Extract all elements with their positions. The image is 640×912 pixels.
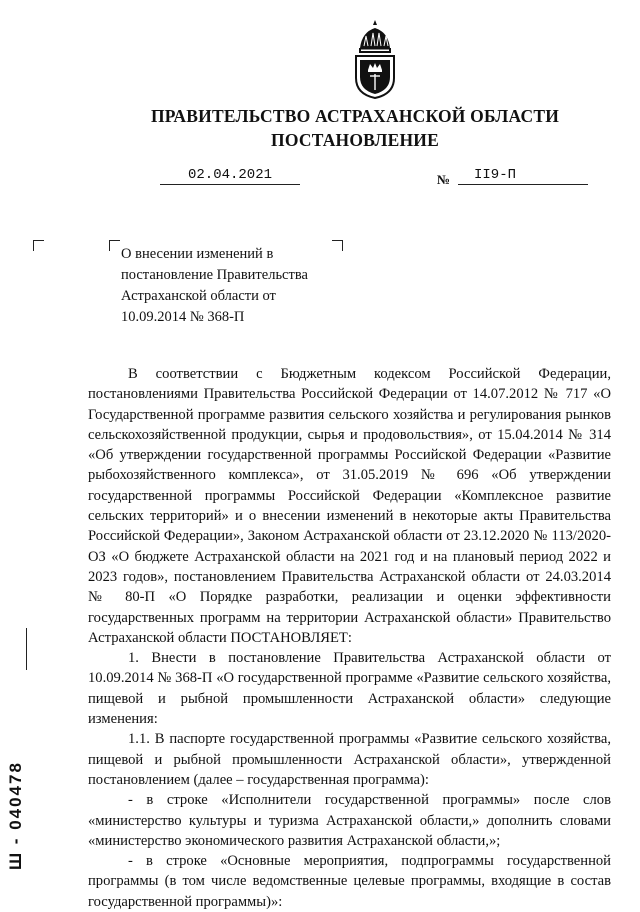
astrakhan-coat-of-arms-icon xyxy=(350,18,400,100)
government-title: ПРАВИТЕЛЬСТВО АСТРАХАНСКОЙ ОБЛАСТИ xyxy=(150,106,560,126)
margin-line xyxy=(26,628,27,670)
paragraph-item-1-1: 1.1. В паспорте государственной программы «Развитие сельского хозяйства, пищевой и рыбной промышленности Астраханской области», утвержденной постановлением (далее – государственная программа): xyxy=(88,731,611,788)
paragraph-main-activities: - в строке «Основные мероприятия, подпрограммы государственной программы (в том числе ведомственные целевые программы, входящие в состав государственной программы)»: xyxy=(88,853,611,910)
document-date: 02.04.2021 xyxy=(160,166,300,185)
paragraph-preamble: В соответствии с Бюджетным кодексом Российской Федерации, постановлениями Правительства Российской Федерации от 14.07.2012 № 717 «О Государственной программе развития сельского хозяйства и регулирования рынков сельскохозяйственной продукции, сырья и продовольствия», от 15.04.2014 № 314 «Об утверждении государственной программы Российской Федерации «Развитие рыбохозяйственного комплекса», от 31.05.2019 № 696 «Об утверждении государственной программы Российской Федерации «Комплексное развитие сельских территорий» и о внесении изменений в некоторые акты Правительства Российской Федерации», Законом Астраханской области от 23.12.2020 № 113/2020-ОЗ «О бюджете Астраханской области на 2021 год и на плановый период 2022 и 2023 годов», постановлением Правительства Астраханской области от 24.03.2014 № 80-П «О Порядке разработки, реализации и оценки эффективности государственных программ на территории Астраханской области» Правительство Астраханской области ПОСТАНОВЛЯЕТ: xyxy=(88,366,611,646)
corner-mark-subject-left xyxy=(109,240,120,251)
serial-number: Ш - 040478 xyxy=(6,761,25,870)
paragraph-item-1: 1. Внести в постановление Правительства Астраханской области от 10.09.2014 № 368-П «О государственной программе «Развитие сельского хозяйства, пищевой и рыбной промышленности Астраханской области» следующие изменения: xyxy=(88,650,611,728)
number-label: № xyxy=(437,172,451,187)
paragraph-executors: - в строке «Исполнители государственной программы» после слов «министерство культуры и туризма Астраханской области,» дополнить словами «министерство экономического развития Астраханской области,»; xyxy=(88,792,611,849)
document-number: II9-П xyxy=(458,166,588,185)
document-type: ПОСТАНОВЛЕНИЕ xyxy=(271,130,439,150)
document-body xyxy=(88,364,611,912)
document-subject: О внесении изменений в постановление Правительства Астраханской области от 10.09.2014 № 368-П xyxy=(121,246,308,325)
corner-mark-left xyxy=(33,240,44,251)
